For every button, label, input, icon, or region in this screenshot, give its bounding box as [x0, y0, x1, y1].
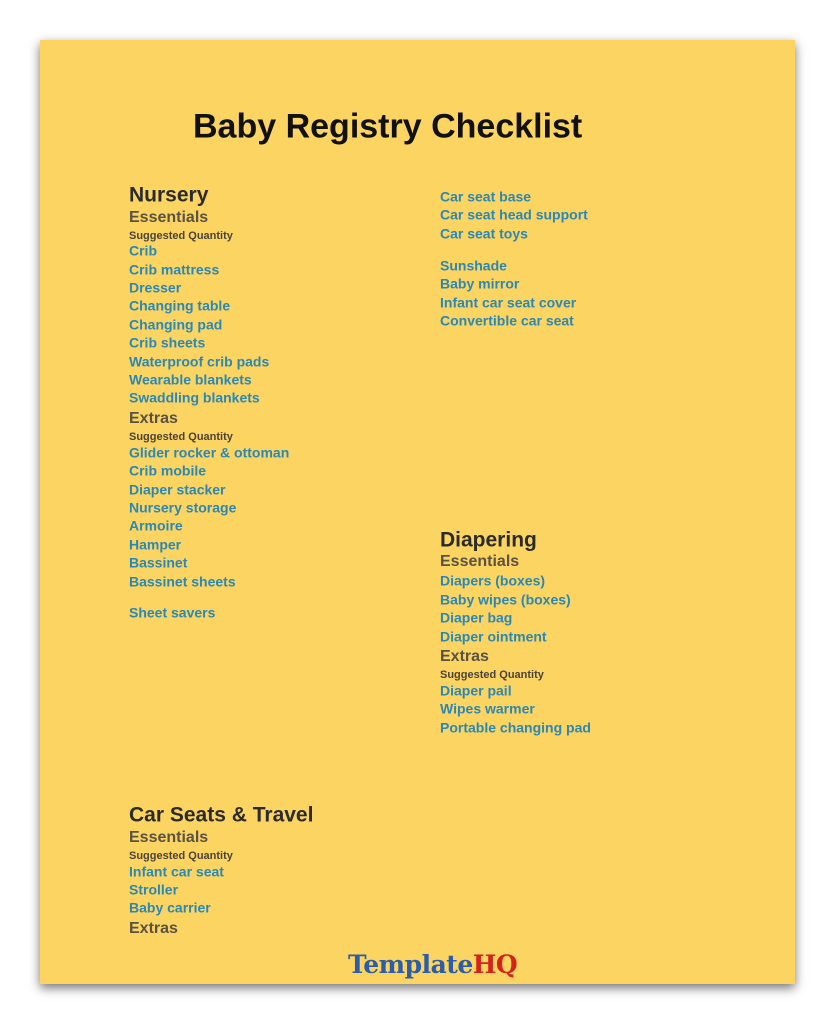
subheading-extras: Extras — [129, 920, 178, 938]
list-item: Sunshade — [440, 257, 507, 274]
list-item: Convertible car seat — [440, 312, 574, 329]
list-item: Crib sheets — [129, 334, 206, 351]
suggested-quantity-label: Suggested Quantity — [129, 849, 233, 862]
list-item: Crib mattress — [129, 261, 220, 278]
list-item: Infant car seat — [129, 863, 224, 880]
suggested-quantity-label: Suggested Quantity — [440, 668, 544, 681]
list-item: Bassinet — [129, 554, 188, 571]
list-item: Changing table — [129, 297, 231, 314]
list-item: Dresser — [129, 279, 182, 296]
list-item: Baby mirror — [440, 275, 520, 292]
list-item: Diaper pail — [440, 682, 512, 699]
list-item: Baby wipes (boxes) — [440, 591, 571, 608]
list-item: Wearable blankets — [129, 371, 252, 388]
subheading-essentials: Essentials — [440, 553, 520, 571]
list-item: Diaper ointment — [440, 628, 547, 645]
list-item: Crib — [129, 242, 157, 259]
list-item: Changing pad — [129, 316, 223, 333]
list-item: Crib mobile — [129, 462, 207, 479]
subheading-essentials: Essentials — [129, 209, 209, 227]
templatehq-logo: TemplateHQ — [348, 950, 518, 979]
list-item: Portable changing pad — [440, 719, 591, 736]
subheading-essentials: Essentials — [129, 829, 209, 847]
list-item: Swaddling blankets — [129, 389, 260, 406]
subheading-extras: Extras — [440, 648, 489, 666]
section-heading-diapering: Diapering — [440, 528, 537, 552]
section-heading-nursery: Nursery — [129, 183, 209, 207]
list-item: Stroller — [129, 881, 179, 898]
list-item: Sheet savers — [129, 604, 216, 621]
subheading-extras: Extras — [129, 410, 178, 428]
list-item: Wipes warmer — [440, 700, 535, 717]
list-item: Glider rocker & ottoman — [129, 444, 290, 461]
list-item: Diapers (boxes) — [440, 572, 546, 589]
list-item: Baby carrier — [129, 899, 211, 916]
page-title: Baby Registry Checklist — [193, 107, 583, 146]
suggested-quantity-label: Suggested Quantity — [129, 229, 233, 242]
list-item: Diaper bag — [440, 609, 513, 626]
suggested-quantity-label: Suggested Quantity — [129, 430, 233, 443]
list-item: Diaper stacker — [129, 481, 226, 498]
list-item: Hamper — [129, 536, 182, 553]
list-item: Car seat toys — [440, 225, 528, 242]
list-item: Nursery storage — [129, 499, 237, 516]
section-heading-car-seats: Car Seats & Travel — [129, 803, 314, 827]
list-item: Car seat base — [440, 188, 532, 205]
list-item: Car seat head support — [440, 206, 588, 223]
list-item: Infant car seat cover — [440, 294, 577, 311]
list-item: Armoire — [129, 517, 183, 534]
list-item: Bassinet sheets — [129, 573, 236, 590]
list-item: Waterproof crib pads — [129, 353, 270, 370]
